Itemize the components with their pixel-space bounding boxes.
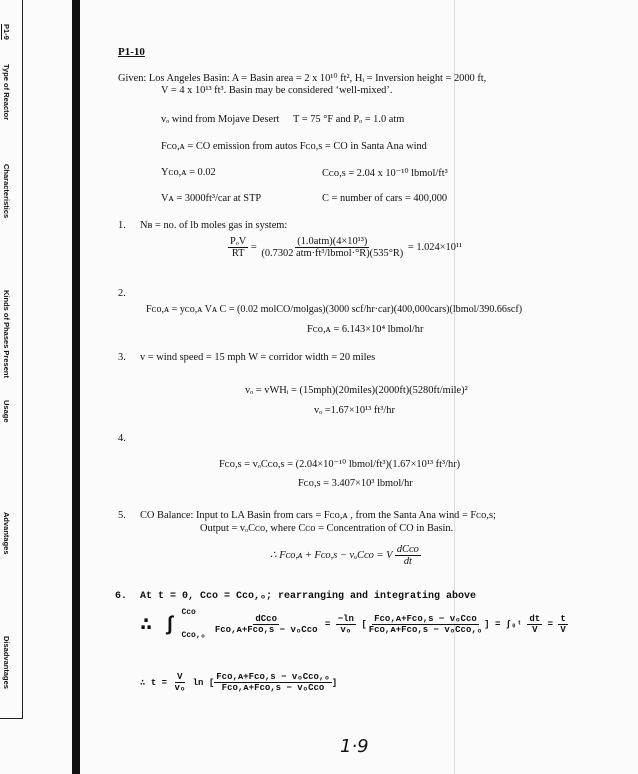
given-wind: vₒ wind from Mojave Desert	[161, 114, 280, 125]
step-2-equation: Fᴄᴏ,ᴀ = yᴄᴏ,ᴀ Vᴀ C = (0.02 molCO/molgas)(3000 scf/hr·car)(400,000cars)(lbmol/390.66scf)	[146, 304, 523, 315]
given-va: Vᴀ = 3000ft³/car at STP	[161, 193, 262, 204]
rhs-den2: V	[560, 624, 566, 635]
rhs-integral: = ∫₀ᵗ	[494, 619, 522, 630]
given-temperature: T = 75 °F and Pₒ = 1.0 atm	[293, 114, 405, 125]
step-1-lhs-den: RT	[231, 248, 245, 259]
step-6-text: At t = 0, Cᴄᴏ = Cᴄᴏ,ₒ; rearranging and integrating above	[140, 591, 477, 602]
integrand-num: dCᴄᴏ	[255, 613, 277, 624]
given-cco: Cᴄᴏ,s = 2.04 x 10⁻¹⁰ lbmol/ft³	[322, 168, 448, 179]
step-5-label: 5.	[118, 510, 126, 521]
step-2-label: 2.	[118, 288, 126, 299]
step-3-text: v = wind speed = 15 mph W = corridor width = 20 miles	[140, 352, 376, 363]
step-3-equation: vₒ = vWHᵢ = (15mph)(20miles)(2000ft)(5280ft/mile)²	[245, 385, 468, 396]
page-number: 1·9	[340, 736, 369, 757]
integral-lower: Cᴄᴏ,ₒ	[181, 631, 206, 640]
step-5-text-1: CO Balance: Input to LA Basin from cars = Fᴄᴏ,ᴀ , from the Santa Ana wind = Fᴄᴏ,s;	[140, 510, 496, 521]
ln-factor-den: vₒ	[340, 624, 352, 635]
sidebar-table	[0, 0, 23, 719]
sidebar-tab-id: P1-9	[2, 24, 11, 40]
ln-factor-num: −ln	[337, 613, 354, 624]
sidebar-label-usage: Usage	[2, 400, 11, 423]
step-1-text: Nʙ = no. of lb moles gas in system:	[140, 220, 288, 231]
step-5-equation	[270, 544, 421, 567]
given-line-1: Given: Los Angeles Basin: A = Basin area = 2 x 10¹⁰ ft², Hᵢ = Inversion height = 2000 ft,	[118, 73, 487, 84]
step-3-result: vₒ =1.67×10¹³ ft³/hr	[314, 405, 395, 416]
sidebar-label-characteristics: Characteristics	[2, 164, 11, 219]
sidebar-label-advantages: Advantages	[2, 512, 11, 555]
step-3-label: 3.	[118, 352, 126, 363]
step-6-label: 6.	[115, 591, 128, 602]
step-1-equation: $\frac{\text{PₒV}}{RT}$ = $\frac{\text{(1.0atm)(4×10¹³)}}{\text{(0.7302 atm·ft³/lbmol·°R)(535°R)}}$ = 1.024×10¹¹	[230, 236, 463, 259]
final-log-den: Fᴄᴏ,ᴀ+Fᴄᴏ,s − vₒCᴄᴏ	[221, 683, 325, 693]
step-1-rhs-den: (0.7302 atm·ft³/lbmol·°R)(535°R)	[261, 248, 404, 259]
integral-upper: Cᴄᴏ	[181, 608, 196, 617]
log-arg-num: Fᴄᴏ,ᴀ+Fᴄᴏ,s − vₒCᴄᴏ	[374, 613, 477, 624]
step-5-eq-num: dCᴄᴏ	[396, 544, 419, 555]
step-6-final: ∴ t = $\frac{V}{\text{vₒ}}$ ln [ $\frac{\text{Fᴄᴏ,ᴀ+Fᴄᴏ,s − vₒCᴄᴏ,ₒ}}{\text{Fᴄᴏ,ᴀ+Fᴄᴏ,s − vₒCᴄᴏ}}$ ]	[140, 672, 338, 693]
step-5-text-2: Output = vₒCᴄᴏ, where Cᴄᴏ = Concentration of CO in Basin.	[200, 523, 454, 534]
rhs-equals: =	[547, 619, 554, 630]
final-lhs: ∴ t =	[140, 677, 168, 688]
step-1-result: = 1.024×10¹¹	[407, 241, 463, 253]
sidebar-label-type: Type of Reactor	[2, 64, 11, 121]
final-num: V	[177, 672, 183, 682]
sidebar-label-disadvantages: Disadvantages	[2, 636, 11, 689]
step-6-integral: ∴ ∫ Cᴄᴏ Cᴄᴏ,ₒ $\frac{\text{dCᴄᴏ}}{\text{Fᴄᴏ,ᴀ+Fᴄᴏ,s − vₒCᴄᴏ}}$ = $\frac{-\ln}{\text{vₒ}}$ [ $\frac{\text{Fᴄᴏ,ᴀ+Fᴄᴏ,s − vₒCᴄᴏ}}{\text{Fᴄᴏ,ᴀ+Fᴄᴏ,s − vₒCᴄᴏ,ₒ}}$ ] = ∫₀ᵗ $\frac{dt}{V}$ = $\frac{t}{V}$	[140, 608, 566, 640]
step-1-lhs-num: PₒV	[230, 236, 247, 247]
given-yco: Yᴄᴏ,ᴀ = 0.02	[161, 167, 216, 178]
step-1-rhs-num: (1.0atm)(4×10¹³)	[297, 236, 368, 247]
given-emission: Fᴄᴏ,ᴀ = CO emission from autos Fᴄᴏ,s = CO in Santa Ana wind	[161, 141, 427, 152]
integral-sign: ∴ ∫	[140, 614, 177, 637]
step-4-label: 4.	[118, 433, 126, 444]
problem-title: P1-10	[118, 46, 145, 58]
final-ln: ln	[192, 677, 204, 688]
step-2-result: Fᴄᴏ,ᴀ = 6.143×10⁴ lbmol/hr	[307, 324, 424, 335]
rhs-num2: t	[560, 613, 566, 624]
step-4-result: Fᴄᴏ,s = 3.407×10³ lbmol/hr	[298, 478, 413, 489]
step-4-equation: Fᴄᴏ,s = vₒCᴄᴏ,s = (2.04×10⁻¹⁰ lbmol/ft³)(1.67×10¹³ ft³/hr)	[219, 459, 461, 470]
integrand-den: Fᴄᴏ,ᴀ+Fᴄᴏ,s − vₒCᴄᴏ	[214, 624, 318, 635]
sidebar-label-phases: Kinds of Phases Present	[2, 290, 11, 378]
given-line-2: V = 4 x 10¹³ ft³. Basin may be considered ‘well-mixed’.	[161, 85, 393, 96]
rhs-den: V	[532, 624, 538, 635]
step-5-eq-lhs: ∴ Fᴄᴏ,ᴀ + Fᴄᴏ,s − vₒCᴄᴏ = V	[270, 549, 393, 561]
final-log-num: Fᴄᴏ,ᴀ+Fᴄᴏ,s − vₒCᴄᴏ,ₒ	[216, 672, 330, 682]
final-den: vₒ	[174, 683, 186, 693]
binding-spine	[72, 0, 80, 774]
step-1-label: 1.	[118, 220, 126, 231]
step-5-eq-den: dt	[403, 556, 412, 567]
given-cars: C = number of cars = 400,000	[322, 193, 448, 204]
log-arg-den: Fᴄᴏ,ᴀ+Fᴄᴏ,s − vₒCᴄᴏ,ₒ	[368, 624, 483, 635]
rhs-num: dt	[529, 613, 541, 624]
